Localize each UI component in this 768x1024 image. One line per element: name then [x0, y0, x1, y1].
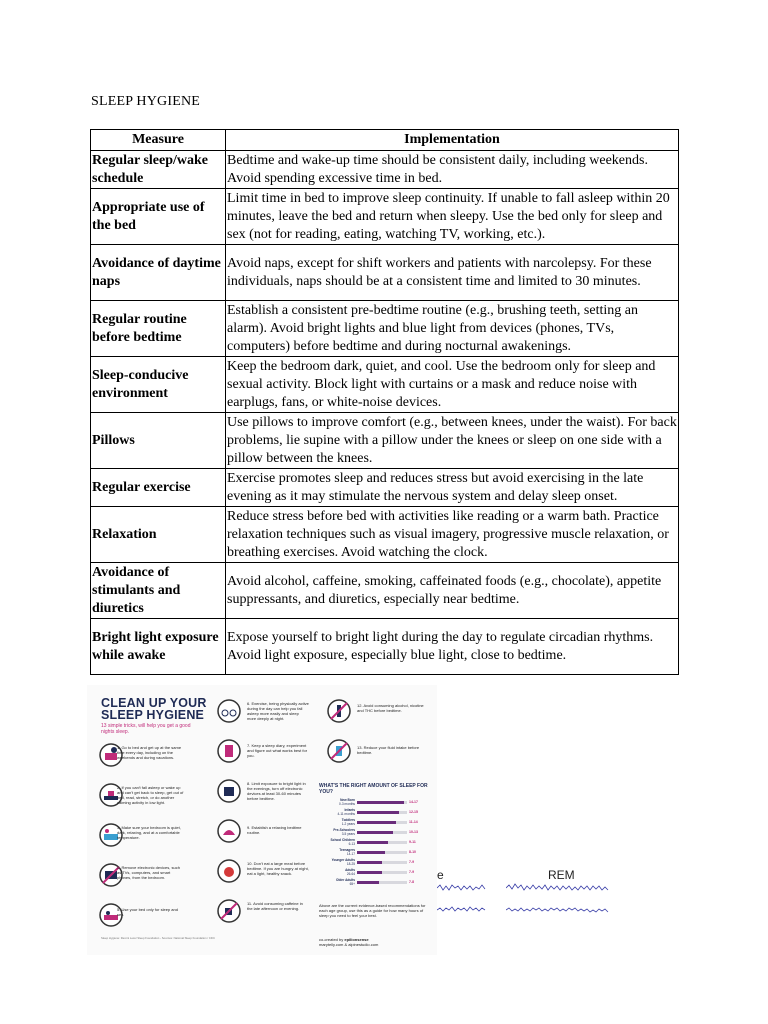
chart-bar: [357, 811, 399, 814]
chart-category-sublabel: 6-13: [348, 841, 355, 846]
measure-cell: Regular routine before bedtime: [91, 301, 226, 357]
no-fluid-icon: [327, 739, 351, 763]
measure-cell: Regular sleep/wake schedule: [91, 151, 226, 189]
chart-bar: [357, 831, 393, 834]
chart-bar: [357, 861, 382, 864]
measure-cell: Bright light exposure while awake: [91, 619, 226, 675]
table-row: [91, 469, 679, 507]
relaxing-routine-icon: [217, 819, 241, 843]
table-row: [91, 151, 679, 189]
chart-bar-track: [357, 861, 407, 864]
table-header-row: [91, 130, 679, 151]
chart-category-label: Pre-Schoolers 3-5 years: [319, 829, 355, 836]
table-row: [91, 189, 679, 245]
implementation-cell: Reduce stress before bed with activities like reading or a warm bath. Practice relaxation techniques such as visual imagery, progressive muscle relaxation, or breathing exercises. Avoid watching the clock.: [226, 507, 679, 563]
eeg-label-left: e: [437, 868, 444, 882]
chart-category-sublabel: 26-64: [346, 871, 355, 876]
implementation-cell: Establish a consistent pre-bedtime routine (e.g., brushing teeth, setting an alarm). Avoid bright lights and blue light from devices (phones, TVs, computers) before bedtime and during nocturnal awakenings.: [226, 301, 679, 357]
implementation-cell: Limit time in bed to improve sleep continuity. If unable to fall asleep within 20 minutes, leave the bed and return when sleepy. Use the bed only for sleep and sex (not for reading, eating, watching TV, working, etc.).: [226, 189, 679, 245]
tip-3: 3. Make sure your bedroom is quiet, dark, relaxing, and at a comfortable temperature.: [117, 825, 181, 840]
chart-category-sublabel: 14-17: [346, 851, 355, 856]
tip-12: 12. Avoid consuming alcohol, nicotine and THC before bedtime.: [357, 703, 424, 713]
chart-category-label: Younger Adults 18-25: [319, 859, 355, 866]
chart-bar-row: [319, 839, 429, 847]
tip-2: 2. If you can't fall asleep or wake up and can't get back to sleep, get out of bed, read, stretch, or do another calming activity in low light.: [117, 785, 184, 805]
chart-bar-track: [357, 871, 407, 874]
chart-bar-row: [319, 809, 429, 817]
tip-8: 8. Limit exposure to bright light in the evenings, turn off electronic devices at least 30-60 minutes before bedtime.: [247, 781, 306, 801]
chart-category-label: New Born 0-3 months: [319, 799, 355, 806]
credit-brand: epilionsense: [344, 937, 369, 942]
chart-value-label: 9-11: [409, 840, 416, 844]
chart-bar: [357, 821, 396, 824]
chart-value-label: 8-10: [409, 850, 417, 854]
chart-category-sublabel: 1-2 years: [341, 821, 355, 826]
chart-title: WHAT'S THE RIGHT AMOUNT OF SLEEP FOR YOU?: [319, 783, 428, 795]
tip-10: 10. Don't eat a large meal before bedtime. If you are hungry at night, eat a light, healthy snack.: [247, 861, 309, 876]
tip-13: 13. Reduce your fluid intake before bedtime.: [357, 745, 420, 755]
chart-value-label: 7-8: [409, 880, 415, 884]
chart-value-label: 14-17: [409, 800, 418, 804]
header-implementation: Implementation: [226, 130, 679, 151]
poster-sources: Sleep Hygiene: Rest & Less/ Sleep Foundation - Sources: National Sleep Foundation / CDC: [101, 936, 215, 940]
poster-title: [101, 697, 207, 721]
chart-category-sublabel: 4-11 months: [337, 811, 355, 816]
chart-category-label: Adults 26-64: [319, 869, 355, 876]
tip-5: 5. Use your bed only for sleep and sex.: [117, 907, 178, 917]
tip-6: 6. Exercise, being physically active during the day can help you fall asleep more easily and sleep more deeply at night.: [247, 701, 309, 721]
chart-value-label: 12-15: [409, 810, 418, 814]
table-row: [91, 619, 679, 675]
chart-value-label: 7-9: [409, 860, 415, 864]
chart-note: Above are the current evidence-based recommendations for each age group, use this as a guide for how many hours of sleep you need to feel your best.: [319, 903, 426, 918]
chart-bar-row: [319, 799, 429, 807]
chart-bar-track: [357, 821, 407, 824]
measure-cell: Relaxation: [91, 507, 226, 563]
chart-category-label: Older Adults 65+: [319, 879, 355, 886]
chart-category-label: Toddlers 1-2 years: [319, 819, 355, 826]
implementation-cell: Avoid naps, except for shift workers and patients with narcolepsy. For these individuals, naps should be at a consistent time and limited to 30 minutes.: [226, 245, 679, 301]
bicycle-icon: [217, 699, 241, 723]
measure-cell: Pillows: [91, 413, 226, 469]
chart-value-label: 7-9: [409, 870, 415, 874]
chart-category-label: Teenagers 14-17: [319, 849, 355, 856]
no-caffeine-icon: [217, 899, 241, 923]
chart-value-label: 10-13: [409, 830, 418, 834]
implementation-cell: Bedtime and wake-up time should be consistent daily, including weekends. Avoid spending excessive time in bed.: [226, 151, 679, 189]
eeg-wave-left: [437, 880, 497, 920]
implementation-cell: Avoid alcohol, caffeine, smoking, caffeinated foods (e.g., chocolate), appetite suppressants, and diuretics, especially near bedtime.: [226, 563, 679, 619]
table-row: [91, 301, 679, 357]
measure-cell: Avoidance of stimulants and diuretics: [91, 563, 226, 619]
eeg-label-rem: REM: [548, 868, 575, 882]
measure-cell: Avoidance of daytime naps: [91, 245, 226, 301]
poster-title-line1: CLEAN UP YOUR: [101, 696, 207, 710]
sleep-diary-icon: [217, 739, 241, 763]
measure-cell: Sleep-conducive environment: [91, 357, 226, 413]
chart-bar-row: [319, 869, 429, 877]
snack-icon: [217, 859, 241, 883]
chart-bar-track: [357, 881, 407, 884]
chart-category-sublabel: 18-25: [346, 861, 355, 866]
sleep-amount-chart: [319, 783, 429, 901]
table-row: [91, 563, 679, 619]
chart-bar: [357, 871, 382, 874]
implementation-cell: Expose yourself to bright light during the day to regulate circadian rhythms. Avoid light exposure, especially blue light, close to bedtime.: [226, 619, 679, 675]
chart-bar-row: [319, 859, 429, 867]
chart-category-sublabel: 0-3 months: [339, 801, 355, 806]
header-measure: Measure: [91, 130, 226, 151]
chart-category-label: School Children 6-13: [319, 839, 355, 846]
implementation-cell: Use pillows to improve comfort (e.g., between knees, under the waist). For back problems, lie supine with a pillow under the knees or sleep on one side with a pillow between the knees.: [226, 413, 679, 469]
no-alcohol-icon: [327, 699, 351, 723]
chart-value-label: 11-14: [409, 820, 418, 824]
chart-category-sublabel: 65+: [349, 881, 355, 886]
table-row: [91, 413, 679, 469]
chart-bar: [357, 801, 404, 804]
table-row: [91, 245, 679, 301]
poster-subtitle: 13 simple tricks, will help you get a good nights sleep.: [101, 723, 191, 735]
measure-cell: Regular exercise: [91, 469, 226, 507]
chart-bar-track: [357, 801, 407, 804]
tip-7: 7. Keep a sleep diary, experiment and figure out what works best for you.: [247, 743, 308, 758]
chart-bar-row: [319, 849, 429, 857]
chart-bar-track: [357, 841, 407, 844]
chart-category-label: Infants 4-11 months: [319, 809, 355, 816]
chart-bar-row: [319, 819, 429, 827]
sleep-hygiene-infographic: [87, 685, 437, 955]
poster-title-line2: SLEEP HYGIENE: [101, 708, 205, 722]
credit-sites: marytelly.com & alpinestudio.com: [319, 942, 379, 947]
chart-bar: [357, 841, 388, 844]
chart-bar-row: [319, 829, 429, 837]
tip-9: 9. Establish a relaxing bedtime routine.: [247, 825, 302, 835]
chart-bar-track: [357, 851, 407, 854]
tip-4: 4. Remove electronic devices, such as TVs, computers, and smart phones, from the bedroom.: [117, 865, 180, 880]
sleep-hygiene-table: [90, 129, 679, 675]
chart-bar-row: [319, 879, 429, 887]
implementation-cell: Keep the bedroom dark, quiet, and cool. Use the bedroom only for sleep and sexual activity. Block light with curtains or a mask and reduce noise with earplugs, fans, or white-noise devices.: [226, 357, 679, 413]
chart-bar-track: [357, 831, 407, 834]
measure-cell: Appropriate use of the bed: [91, 189, 226, 245]
credit-label: co-created by: [319, 937, 344, 942]
tip-1: 1. Go to bed and get up at the same time every day, including on the weekends and during vacations.: [117, 745, 182, 760]
chart-bar: [357, 881, 379, 884]
chart-bar: [357, 851, 385, 854]
table-row: [91, 357, 679, 413]
eeg-wave-rem: [506, 880, 618, 920]
document-title: SLEEP HYGIENE: [91, 94, 201, 109]
tip-11: 11. Avoid consuming caffeine in the late afternoon or evening.: [247, 901, 303, 911]
table-row: [91, 507, 679, 563]
poster-credit: [319, 937, 378, 947]
chart-bar-track: [357, 811, 407, 814]
chart-category-sublabel: 3-5 years: [341, 831, 355, 836]
bright-light-icon: [217, 779, 241, 803]
implementation-cell: Exercise promotes sleep and reduces stress but avoid exercising in the late evening as it may stimulate the nervous system and delay sleep onset.: [226, 469, 679, 507]
